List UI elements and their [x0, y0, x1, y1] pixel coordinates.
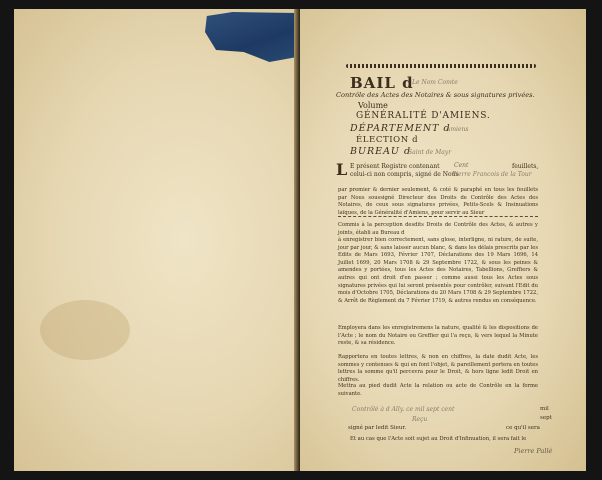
drop-cap: L	[336, 160, 348, 179]
intro-line-1: E présent Registre contenant	[350, 163, 440, 170]
volume-label: Volume	[358, 101, 388, 110]
intro-line-1-end: feuillets,	[512, 163, 539, 170]
bureau-handwriting: Saint de Mayr	[408, 149, 452, 156]
intro-handwriting-count: Cent	[454, 162, 469, 169]
signe-tail: ce qu'il sera	[506, 425, 540, 431]
paragraph-4: Employera dans les enregistremens la nature, qualité & les dispositions de l'Acte ; le nom du Notaire ou Greffier qui l'a reçu, & vers lequel la Minute reste, & sa résidence.	[338, 325, 538, 347]
controle-handwriting: Contrôlé à d Ally. ce mil sept cent	[352, 406, 455, 413]
decorative-rule	[346, 64, 536, 68]
intro-line-2: celui-ci non compris, signé de Nous	[350, 171, 459, 178]
election-label: ÉLECTION d	[356, 135, 419, 145]
intro-handwriting-name: Pierre Francois de la Tour	[452, 171, 532, 178]
paragraph-1: par premier & dernier seulement, & coté & paraphé en tous les feuillets par Nous soussigné Directeur des Droits de Contrôle des Actes des Notaires, de ceux sous signatures privées, Petits-Scels & Insinuations laïques, de la Généralité d'Amiens, pour servir au Sieur	[338, 187, 538, 216]
bail-handwriting: Le Nom Comte	[412, 79, 458, 86]
last-line: Et au cas que l'Acte soit sujet au Droit d'Infinuation, il sera fait le	[350, 436, 527, 442]
generalite-title: GÉNÉRALITÉ D'AMIENS.	[356, 111, 491, 121]
sept-label: sept	[540, 415, 552, 421]
bureau-label: BUREAU d	[350, 146, 412, 157]
paper-stain	[40, 300, 130, 360]
departement-handwriting: Amiens	[446, 126, 469, 133]
paragraph-6: Mettra au pied dudit Acte la relation ou acte de Contrôle en la forme suivante.	[338, 383, 538, 397]
paragraph-3: à enregistrer bien correctement, sans glose, interligne, ni rature, de suite, jour par jour, & sans laisser aucun blanc, & dans les délais prescrits par les Edits de Mars 1693, Février 1707, Déclarations des 19 Mars 1696, 14 Juillet 1699, 20 Mars 1708 & 29 Septembre 1722, & sous les peines & amendes y portées, tous les Actes des Notaires, Tabellions, Greffiers & autres qui ont droit d'en passer ; comme aussi tous les Actes sous signatures privées qui lui seront présentés pour contrôler, suivant l'Edit du mois d'Octobre 1705, Déclarations du 20 Mars 1708 & 29 Septembre 1722, & Arrêt de Règlement du 7 Février 1719, & autres rendus en conséquence.	[338, 237, 538, 304]
departement-label: DÉPARTEMENT d	[350, 123, 451, 134]
signature-handwriting: Pierre Pallé	[514, 447, 553, 455]
bail-heading: BAIL d	[350, 74, 414, 92]
paragraph-5: Rapportera en toutes lettres, & non en chiffres, la date dudit Acte, les sommes y contenues & qui en font l'objet, & pareillement portera en toutes lettres la somme qu'il percevra pour le Droit, & hors ligne ledit Droit en chiffres.	[338, 354, 538, 383]
separator-rule	[338, 216, 538, 217]
mil-label: mil	[540, 406, 549, 412]
recu-handwriting: Reçu	[412, 416, 428, 423]
paragraph-2: Commis à la perception desdits Droits de Contrôle des Actes, & autres y joints, établi au Bureau d	[338, 222, 538, 236]
left-page	[14, 9, 298, 471]
signe-line: signé par ledit Sieur.	[348, 425, 407, 431]
subtitle: Contrôle des Actes des Notaires & sous signatures privées.	[336, 91, 535, 99]
